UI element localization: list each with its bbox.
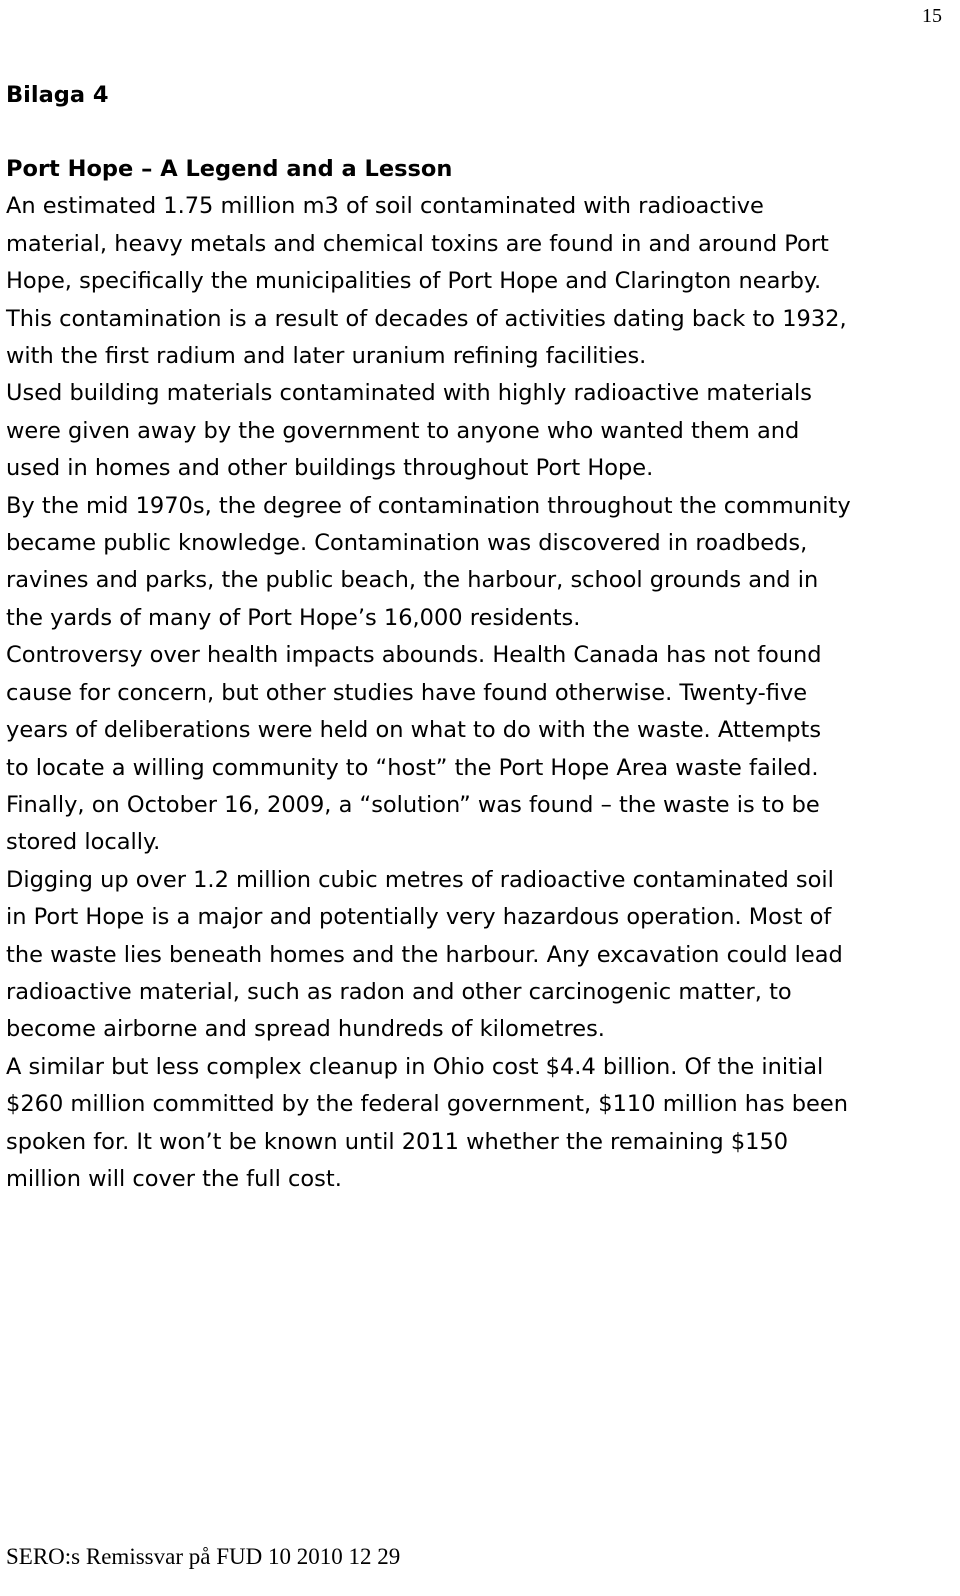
appendix-label: Bilaga 4 xyxy=(6,82,109,108)
text-line: Finally, on October 16, 2009, a “solution” was found – the waste is to be xyxy=(6,791,820,818)
text-line: A similar but less complex cleanup in Ohio cost $4.4 billion. Of the initial xyxy=(6,1053,824,1080)
text-line: Controversy over health impacts abounds. Health Canada has not found xyxy=(6,642,822,669)
text-line: the waste lies beneath homes and the harbour. Any excavation could lead xyxy=(6,941,843,968)
article-title: Port Hope – A Legend and a Lesson xyxy=(6,156,453,182)
text-line: Hope, specifically the municipalities of Port Hope and Clarington nearby. xyxy=(6,268,822,295)
text-line: spoken for. It won’t be known until 2011 whether the remaining $150 xyxy=(6,1128,789,1155)
text-line: to locate a willing community to “host” the Port Hope Area waste failed. xyxy=(6,754,819,781)
text-line: stored locally. xyxy=(6,829,161,856)
text-line: were given away by the government to anyone who wanted them and xyxy=(6,417,800,444)
text-line: ravines and parks, the public beach, the harbour, school grounds and in xyxy=(6,567,819,594)
text-line: with the first radium and later uranium refining facilities. xyxy=(6,343,647,370)
text-line: material, heavy metals and chemical toxins are found in and around Port xyxy=(6,230,829,257)
text-line: become airborne and spread hundreds of kilometres. xyxy=(6,1016,605,1043)
text-line: radioactive material, such as radon and other carcinogenic matter, to xyxy=(6,978,792,1005)
text-line: the yards of many of Port Hope’s 16,000 residents. xyxy=(6,604,581,631)
text-line: An estimated 1.75 million m3 of soil contaminated with radioactive xyxy=(6,193,764,220)
text-line: in Port Hope is a major and potentially very hazardous operation. Most of xyxy=(6,904,832,931)
text-line: Used building materials contaminated with highly radioactive materials xyxy=(6,380,813,407)
footer: SERO:s Remissvar på FUD 10 2010 12 29 xyxy=(6,1544,401,1569)
text-line: became public knowledge. Contamination was discovered in roadbeds, xyxy=(6,530,808,557)
text-line: By the mid 1970s, the degree of contamination throughout the community xyxy=(6,492,851,519)
text-line: used in homes and other buildings throughout Port Hope. xyxy=(6,455,654,482)
text-line: Digging up over 1.2 million cubic metres of radioactive contaminated soil xyxy=(6,866,834,893)
text-line: years of deliberations were held on what to do with the waste. Attempts xyxy=(6,717,822,744)
text-line: This contamination is a result of decades of activities dating back to 1932, xyxy=(6,305,847,332)
text-line: cause for concern, but other studies have found otherwise. Twenty-five xyxy=(6,679,808,706)
text-line: million will cover the full cost. xyxy=(6,1165,342,1192)
page-number: 15 xyxy=(922,5,942,27)
article xyxy=(6,151,956,1198)
text-line: $260 million committed by the federal government, $110 million has been xyxy=(6,1091,848,1118)
